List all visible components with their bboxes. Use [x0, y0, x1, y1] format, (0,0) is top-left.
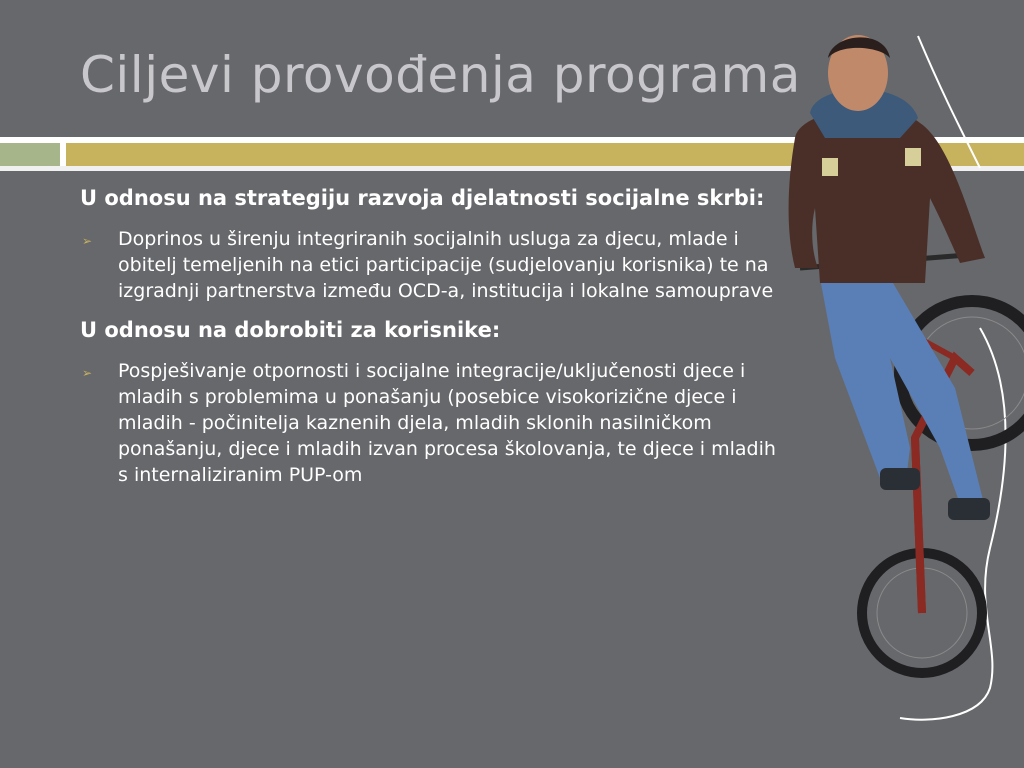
- slide-title: Ciljevi provođenja programa: [80, 46, 801, 104]
- section-heading-users: U odnosu na dobrobiti za korisnike:: [80, 318, 501, 342]
- bullet-text: Doprinos u širenju integriranih socijalnih usluga za djecu, mlade i obitelj temeljenih na etici participacije (sudjelovanju korisnika) te na izgradnji partnerstva između OCD-a, institucija i lokalne samouprave: [118, 228, 774, 302]
- bullet-item-users: [80, 358, 780, 488]
- arrow-bullet-icon: ➢: [82, 366, 93, 380]
- boy-on-bmx-bike-photo: [740, 28, 1024, 728]
- slide-body: [80, 182, 780, 488]
- accent-band-green: [0, 143, 60, 166]
- section-heading-strategy: U odnosu na strategiju razvoja djelatnosti socijalne skrbi:: [80, 186, 765, 210]
- bullet-item-strategy: [80, 226, 780, 304]
- bullet-text: Pospješivanje otpornosti i socijalne integracije/uključenosti djece i mladih s problemima u ponašanju (posebice visokorizične djece i mladih - počinitelja kaznenih djela, mladih sklonih nasilničkom ponašanju, djece i mladih izvan procesa školovanja, te djece i mladih s internaliziranim PUP-om: [118, 360, 776, 486]
- arrow-bullet-icon: ➢: [82, 234, 93, 248]
